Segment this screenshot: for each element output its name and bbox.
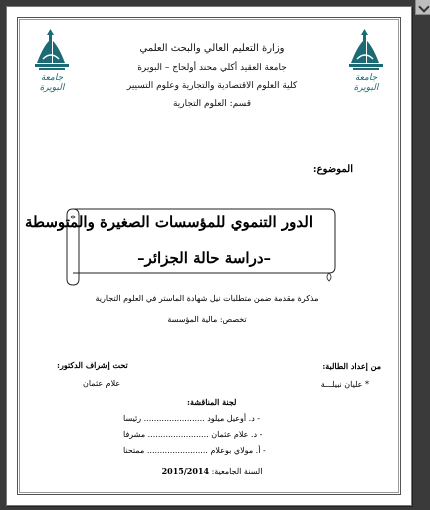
subject-label: الموضوع: bbox=[312, 164, 353, 175]
supervisor-label: تحت إشراف الدكتور: bbox=[57, 360, 128, 370]
committee-member: - د. أوعيل ميلود ........................ رئيسا bbox=[123, 414, 261, 423]
university-logo-right bbox=[343, 29, 389, 93]
supervisor-name: علام عثمان bbox=[83, 379, 121, 388]
student-name: * عليان نبيلـــة bbox=[320, 380, 369, 389]
committee-member: - د. علام عثمان ........................ مشرفا bbox=[123, 430, 263, 439]
academic-year bbox=[127, 466, 297, 476]
thesis-title-line1: الدور التنموي للمؤسسات الصغيرة والمتوسطة bbox=[24, 213, 313, 231]
document-page bbox=[6, 6, 412, 506]
university-logo-left bbox=[29, 29, 75, 93]
specialty-text: تخصص: مالية المؤسسة bbox=[167, 315, 247, 324]
university-emblem-icon bbox=[343, 29, 389, 75]
academic-year-value: 2015/2014 bbox=[161, 466, 210, 476]
department-heading: قسم: العلوم التجارية bbox=[172, 99, 252, 109]
memo-description: مذكرة مقدمة ضمن متطلبات نيل شهادة الماستر في العلوم التجارية bbox=[95, 294, 319, 303]
university-emblem-icon bbox=[29, 29, 75, 75]
faculty-heading: كلية العلوم الاقتصادية والتجارية وعلوم التسيير bbox=[126, 81, 298, 91]
title-scroll-banner bbox=[24, 203, 339, 289]
university-heading: جامعة العقيد أكلي محند أولحاج – البويرة bbox=[137, 63, 287, 73]
logo-caption: جامعة البويرة bbox=[39, 73, 65, 93]
logo-caption: جامعة البويرة bbox=[353, 73, 379, 93]
academic-year-label: السنة الجامعية: bbox=[211, 467, 263, 476]
committee-label: لجنة المناقشة: bbox=[187, 397, 237, 407]
scroll-corner-button[interactable] bbox=[415, 0, 430, 15]
student-label: من إعداد الطالبة: bbox=[322, 361, 381, 371]
committee-member: - أ. مولاي بوعلام ........................ ممتحنا bbox=[123, 446, 266, 455]
ministry-heading: وزارة التعليم العالي والبحث العلمي bbox=[139, 43, 285, 54]
thesis-title-line2: –دراسة حالة الجزائر– bbox=[137, 249, 271, 267]
